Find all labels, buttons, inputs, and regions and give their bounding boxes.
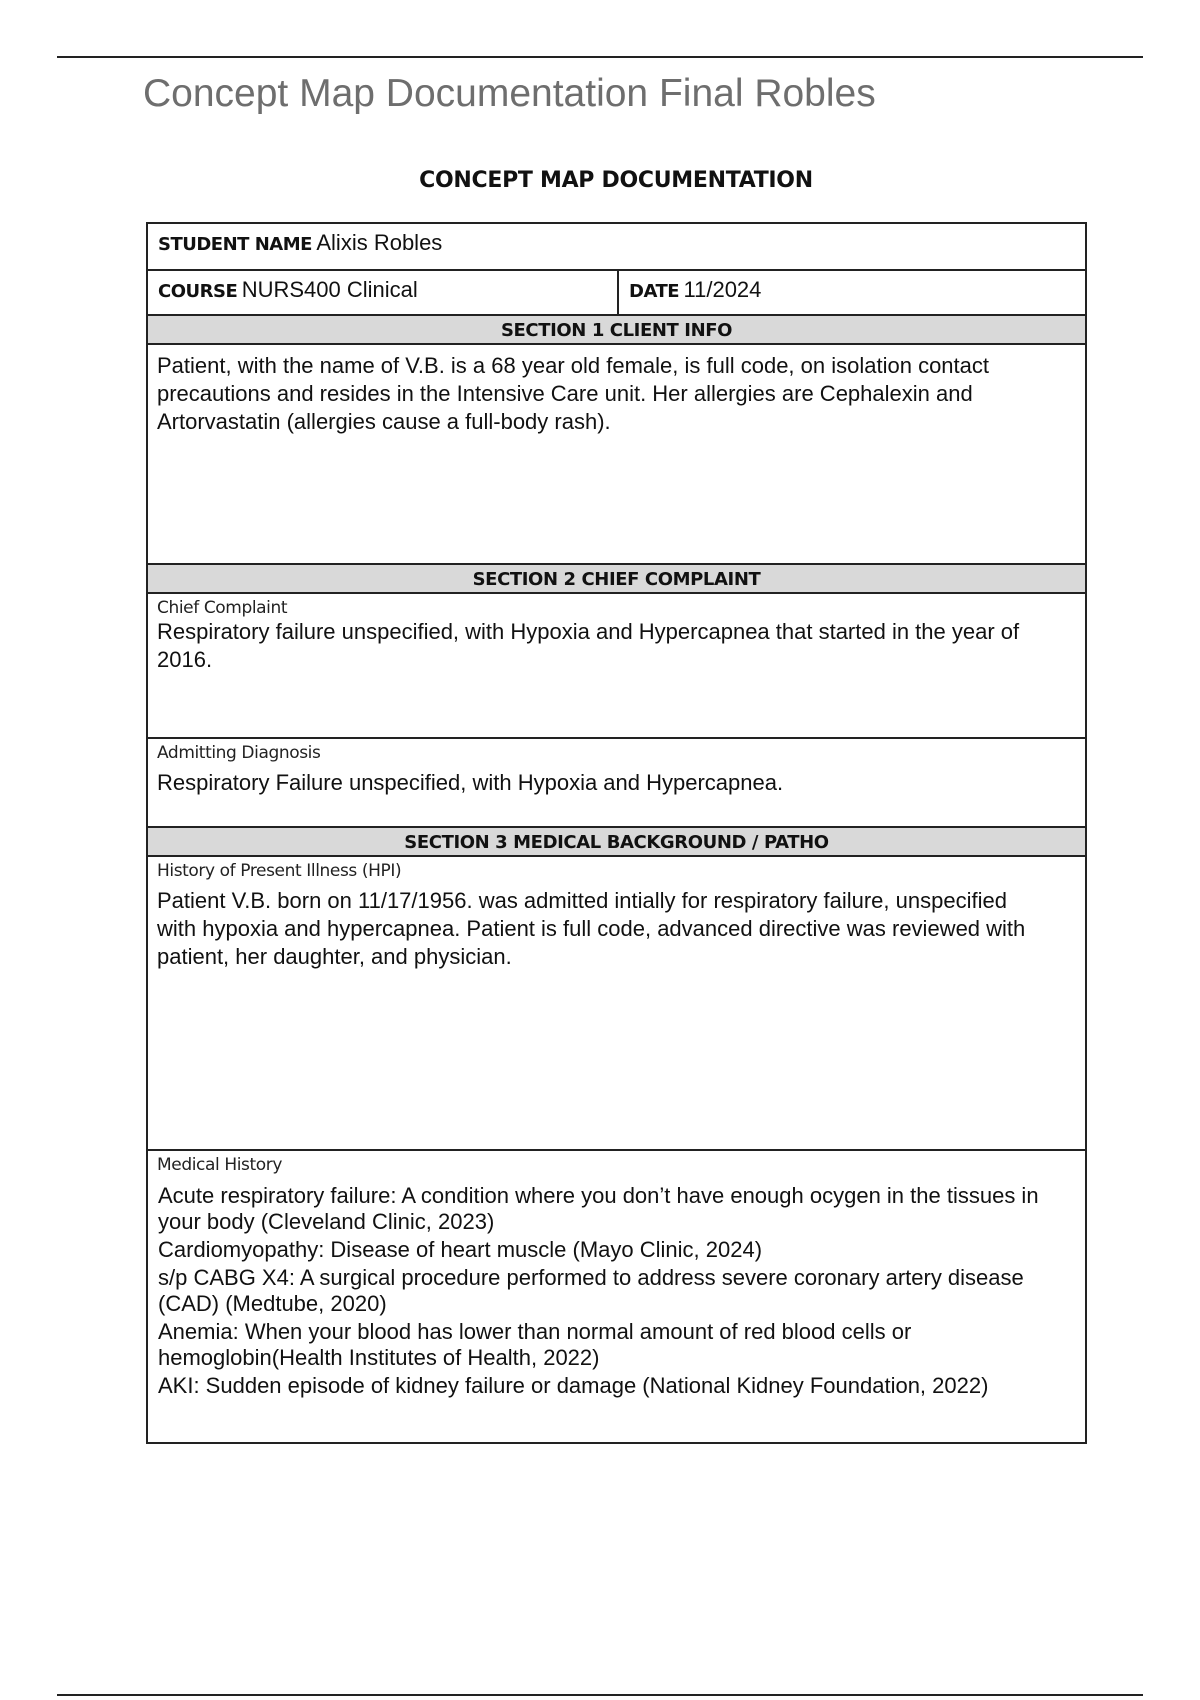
section-1-header: SECTION 1 CLIENT INFO [148, 316, 1085, 345]
student-name-label: STUDENT NAME [158, 234, 312, 255]
document-title: Concept Map Documentation Final Robles [143, 72, 876, 115]
student-name-value: Alixis Robles [316, 230, 443, 255]
client-info-block [148, 345, 1085, 565]
admitting-diagnosis-label: Admitting Diagnosis [157, 743, 321, 763]
date-cell [619, 271, 1085, 314]
date-value: 11/2024 [683, 277, 762, 302]
date-label: DATE [629, 281, 680, 302]
medical-history-block [148, 1151, 1085, 1442]
hpi-label: History of Present Illness (HPI) [157, 861, 402, 881]
course-date-row [148, 271, 1085, 316]
medical-history-item: Cardiomyopathy: Disease of heart muscle (Mayo Clinic, 2024) [158, 1237, 763, 1262]
form-heading: CONCEPT MAP DOCUMENTATION [419, 168, 813, 193]
medical-history-list [148, 1183, 1085, 1399]
admitting-diagnosis-block [148, 739, 1085, 828]
medical-history-item: Anemia: When your blood has lower than normal amount of red blood cells or hemoglobin(Health Institutes of Health, 2022) [158, 1319, 912, 1370]
medical-history-item: Acute respiratory failure: A condition where you don’t have enough ocygen in the tissues in your body (Cleveland Clinic, 2023) [158, 1183, 1039, 1234]
student-name-row [148, 224, 1085, 271]
top-rule [57, 56, 1143, 58]
chief-complaint-label: Chief Complaint [157, 598, 288, 618]
section-3-header: SECTION 3 MEDICAL BACKGROUND / PATHO [148, 828, 1085, 857]
course-label: COURSE [158, 281, 238, 302]
chief-complaint-block [148, 594, 1085, 739]
section-2-header: SECTION 2 CHIEF COMPLAINT [148, 565, 1085, 594]
client-info-text: Patient, with the name of V.B. is a 68 year old female, is full code, on isolation contact precautions and resides in the Intensive Care unit. Her allergies are Cephalexin and Artorvastatin (allergies cause a full-body rash). [157, 353, 989, 434]
course-value: NURS400 Clinical [241, 277, 418, 302]
course-cell [148, 271, 619, 314]
medical-history-item: s/p CABG X4: A surgical procedure performed to address severe coronary artery disease (CAD) (Medtube, 2020) [158, 1265, 1024, 1316]
medical-history-label: Medical History [157, 1155, 283, 1175]
hpi-text-line-2: with hypoxia and hypercapnea. Patient is full code, advanced directive was reviewed with patient, her daughter, and physician. [157, 916, 1026, 969]
medical-history-item: AKI: Sudden episode of kidney failure or damage (National Kidney Foundation, 2022) [158, 1373, 989, 1398]
hpi-text-line-1: Patient V.B. born on 11/17/1956. was admitted intially for respiratory failure, unspecified [157, 888, 1007, 913]
chief-complaint-text: Respiratory failure unspecified, with Hypoxia and Hypercapnea that started in the year of 2016. [157, 619, 1020, 672]
hpi-block [148, 857, 1085, 1151]
admitting-diagnosis-text: Respiratory Failure unspecified, with Hypoxia and Hypercapnea. [157, 770, 784, 795]
concept-map-form [146, 222, 1087, 1444]
bottom-rule [57, 1694, 1143, 1696]
